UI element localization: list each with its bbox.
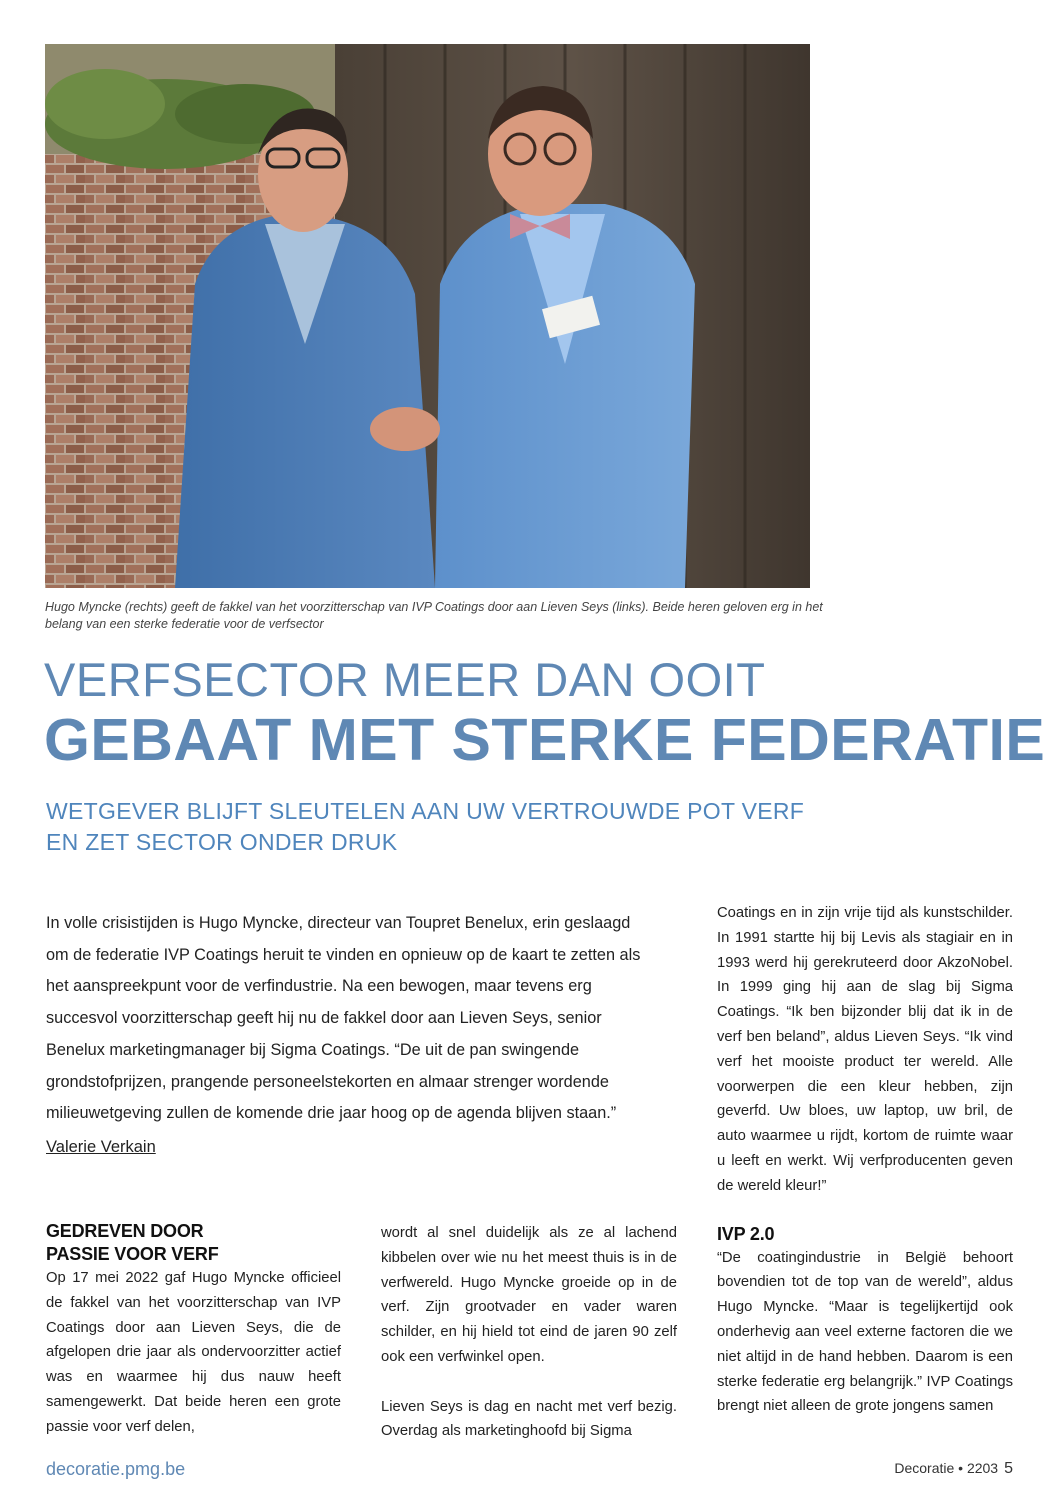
- handshake-photo-icon: [45, 44, 810, 588]
- body-paragraph: Lieven Seys is dag en nacht met verf bezig. Overdag als marketinghoofd bij Sigma: [381, 1398, 677, 1440]
- subtitle-line-2: EN ZET SECTOR ONDER DRUK: [46, 829, 398, 855]
- body-paragraph: “De coatingindustrie in België behoort bovendien tot de top van de wereld”, aldus Hugo Myncke. “Maar is tegelijkertijd ook onderhevig aan veel externe factoren die we niet altijd in de hand hebben. Daarom is een sterke federatie erg belangrijk.” IVP Coatings brengt niet alleen de grote jongens samen: [717, 1249, 1013, 1415]
- intro-line: grondstofprijzen, prangende personeelstekorten en almaar strenger wordende: [46, 1072, 609, 1091]
- intro-line: succesvol voorzitterschap geeft hij nu de fakkel door aan Lieven Seys, senior: [46, 1009, 602, 1028]
- intro-line: In volle crisistijden is Hugo Myncke, directeur van Toupret Benelux, erin geslaagd: [46, 914, 631, 932]
- section-heading-line-2: PASSIE VOOR VERF: [46, 1244, 219, 1264]
- column-3: [717, 901, 1013, 1419]
- footer-website-link[interactable]: decoratie.pmg.be: [46, 1459, 186, 1479]
- headline-line-1: VERFSECTOR MEER DAN OOIT: [44, 653, 766, 706]
- intro-paragraph: [46, 908, 656, 1130]
- page-number: 5: [1004, 1460, 1013, 1477]
- article-photo: [45, 44, 810, 588]
- footer-page-info: [894, 1460, 1013, 1478]
- body-paragraph: Coatings en in zijn vrije tijd als kunstschilder. In 1991 startte hij bij Levis als stagiair en in 1993 werd hij gerekruteerd door AkzoNobel. In 1999 ging hij aan de slag bij Sigma Coatings. “Ik ben bijzonder blij dat ik in de verf ben beland”, aldus Lieven Seys. “Ik vind verf het mooiste product ter wereld. Alle voorwerpen die een kleur hebben, zijn geverfd. Uw bloes, uw laptop, uw bril, de auto waarmee u rijdt, kortom de ruimte waar u leeft en werkt. Wij verfproducenten geven de wereld kleur!”: [717, 905, 1013, 1194]
- body-paragraph: Op 17 mei 2022 gaf Hugo Myncke officieel de fakkel van het voorzitterschap van IVP Coatings door aan Lieven Seys, die de afgelopen drie jaar als ondervoorzitter actief was en waarmee hij dus nauw heeft samengewerkt. Dat beide heren een grote passie voor verf delen,: [46, 1270, 341, 1435]
- subtitle-line-1: WETGEVER BLIJFT SLEUTELEN AAN UW VERTROUWDE POT VERF: [46, 798, 805, 824]
- footer-magazine: Decoratie • 2203: [894, 1460, 999, 1476]
- section-heading-ivp: IVP 2.0: [717, 1223, 775, 1244]
- headline-line-2: GEBAAT MET STERKE FEDERATIE: [44, 707, 1046, 773]
- intro-line: Benelux marketingmanager bij Sigma Coatings. “De uit de pan swingende: [46, 1040, 580, 1059]
- subtitle: [46, 796, 806, 858]
- section-heading: [46, 1220, 341, 1266]
- body-paragraph: wordt al snel duidelijk als ze al lachend kibbelen over wie nu het meest thuis is in de verfwereld. Hugo Myncke groeide op in de verf. Zijn grootvader en vader waren schilder, en hij hield tot eind de jaren 90 zelf ook een verfwinkel open.: [381, 1225, 677, 1365]
- photo-caption: Hugo Myncke (rechts) geeft de fakkel van het voorzitterschap van IVP Coatings door aan Lieven Seys (links). Beide heren geloven erg in het belang van een sterke federatie voor de verfsector: [45, 600, 823, 631]
- section-heading-line-1: GEDREVEN DOOR: [46, 1221, 204, 1241]
- author-link[interactable]: Valerie Verkain: [46, 1138, 156, 1156]
- intro-line: milieuwetgeving zullen de komende drie jaar hoog op de agenda blijven staan.”: [46, 1104, 617, 1123]
- column-1: [46, 1220, 341, 1440]
- column-2: [381, 1221, 677, 1444]
- intro-line: het aanspreekpunt voor de verfindustrie. Na een bewogen, maar tevens erg: [46, 977, 592, 996]
- intro-line: om de federatie IVP Coatings heruit te vinden en opnieuw op de kaart te zetten als: [46, 945, 641, 964]
